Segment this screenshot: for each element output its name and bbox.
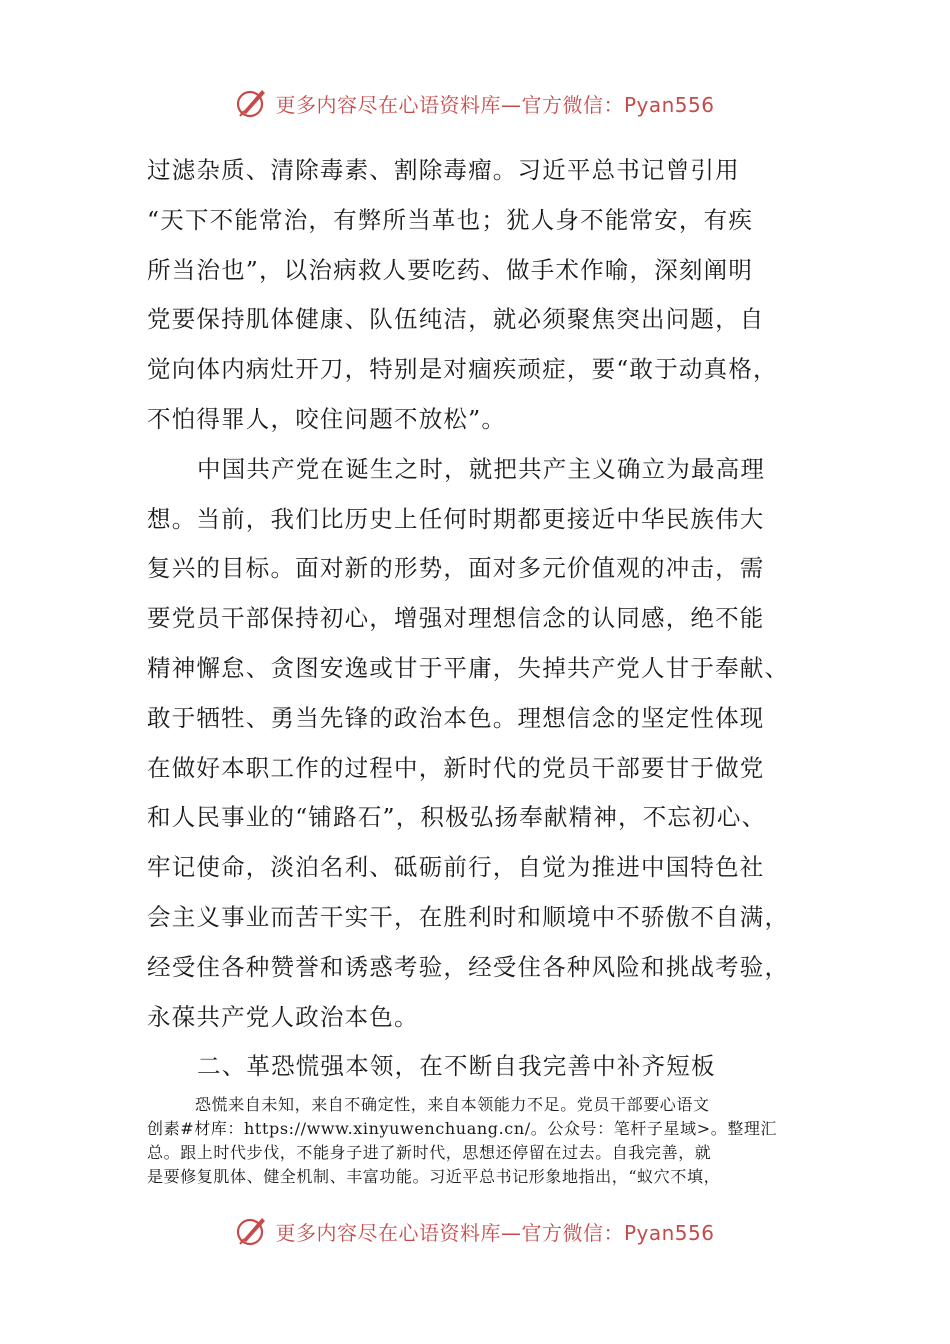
body-line: 中国共产党在诞生之时，就把共产主义确立为最高理	[197, 454, 766, 483]
quill-circle-logo-icon	[235, 1214, 269, 1248]
small-line: 创素#材库：https://www.xinyuwenchuang.cn/。公众号：笔杆子星域>。整理汇	[147, 1119, 778, 1138]
body-line: 永葆共产党人政治本色。	[147, 1002, 419, 1031]
body-line: 复兴的目标。面对新的形势，面对多元价值观的冲击，需	[147, 554, 765, 583]
body-line: 所当治也”，以治病救人要吃药、做手术作喻，深刻阐明	[147, 255, 754, 284]
small-line: 恐慌来自未知，来自不确定性，来自本领能力不足。党员干部要心语文	[195, 1095, 710, 1114]
small-paragraph	[147, 1093, 807, 1189]
small-line: 是要修复肌体、健全机制、丰富功能。习近平总书记形象地指出，“蚁穴不填，	[147, 1167, 721, 1186]
watermark-banner-bottom	[0, 1206, 950, 1256]
body-line: 和人民事业的“铺路石”，积极弘扬奉献精神，不忘初心、	[147, 803, 767, 832]
body-line: 经受住各种赞誉和诱惑考验，经受住各种风险和挑战考验，	[147, 952, 790, 981]
body-line: 在做好本职工作的过程中，新时代的党员干部要甘于做党	[147, 753, 765, 782]
section-heading: 二、革恐慌强本领，在不断自我完善中补齐短板	[197, 1052, 716, 1081]
quill-circle-logo-icon	[235, 86, 269, 120]
body-line: 精神懈怠、贪图安逸或甘于平庸，失掉共产党人甘于奉献、	[147, 653, 790, 682]
body-line: 牢记使命，淡泊名利、砥砺前行，自觉为推进中国特色社	[147, 853, 765, 882]
body-line: 觉向体内病灶开刀，特别是对痼疾顽症，要“敢于动真格，	[147, 355, 778, 384]
watermark-banner-top	[0, 78, 950, 128]
body-line: 过滤杂质、清除毒素、割除毒瘤。习近平总书记曾引用	[147, 156, 740, 184]
watermark-text: 更多内容尽在心语资料库—官方微信：Pyan556	[275, 1220, 715, 1245]
body-line: 想。当前，我们比历史上任何时期都更接近中华民族伟大	[147, 504, 765, 533]
small-line: 总。跟上时代步伐，不能身子进了新时代，思想还停留在过去。自我完善，就	[147, 1143, 712, 1162]
body-line: 党要保持肌体健康、队伍纯洁，就必须聚焦突出问题，自	[147, 305, 765, 334]
body-line: 敢于牺牲、勇当先锋的政治本色。理想信念的坚定性体现	[147, 703, 765, 732]
document-body	[147, 146, 807, 1092]
body-line: 会主义事业而苦干实干，在胜利时和顺境中不骄傲不自满，	[147, 902, 790, 931]
body-line: 要党员干部保持初心，增强对理想信念的认同感，绝不能	[147, 604, 765, 633]
body-line: 不怕得罪人，咬住问题不放松”。	[147, 404, 507, 433]
watermark-text: 更多内容尽在心语资料库—官方微信：Pyan556	[275, 92, 715, 117]
body-line: “天下不能常治，有弊所当革也；犹人身不能常安，有疾	[147, 205, 754, 234]
